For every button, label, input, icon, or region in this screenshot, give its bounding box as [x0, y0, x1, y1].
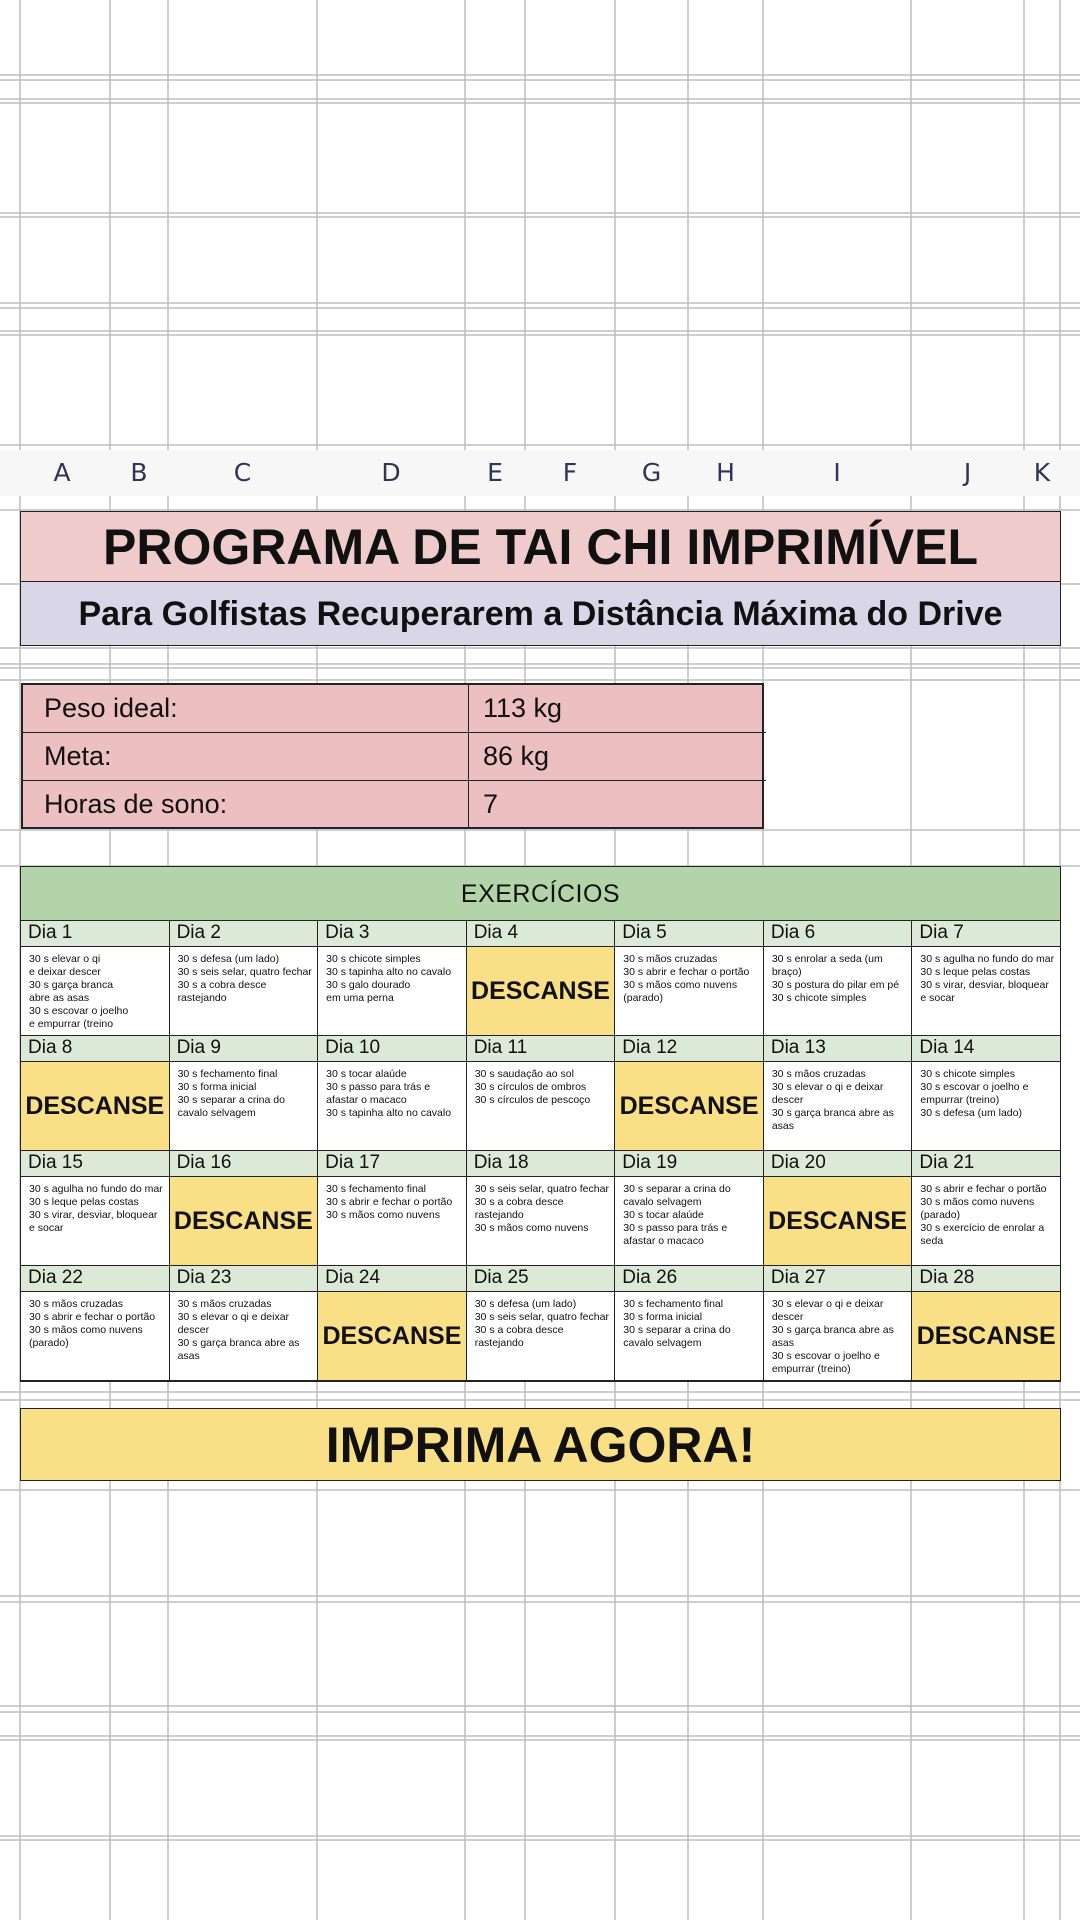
info-label-sleep-hours[interactable]: Horas de sono: — [23, 781, 469, 828]
day-label[interactable]: Dia 25 — [467, 1266, 616, 1292]
day-label[interactable]: Dia 12 — [615, 1036, 764, 1062]
exercise-cell[interactable]: 30 s mãos cruzadas 30 s elevar o qi e deixar descer 30 s garça branca abre as asas — [764, 1062, 913, 1151]
exercise-cell[interactable]: 30 s elevar o qi e deixar descer 30 s garça branca abre as asas 30 s escovar o joelho e empurrar (treino — [21, 947, 170, 1036]
exercises-header: EXERCÍCIOS — [20, 866, 1061, 921]
day-label[interactable]: Dia 1 — [21, 921, 170, 947]
rest-day-cell[interactable]: DESCANSE — [318, 1292, 467, 1381]
day-label[interactable]: Dia 21 — [912, 1151, 1061, 1177]
page-subtitle: Para Golfistas Recuperarem a Distância Máxima do Drive — [20, 582, 1061, 646]
exercise-cell[interactable]: 30 s chicote simples 30 s tapinha alto no cavalo 30 s galo dourado em uma perna — [318, 947, 467, 1036]
day-label[interactable]: Dia 3 — [318, 921, 467, 947]
page-title: PROGRAMA DE TAI CHI IMPRIMÍVEL — [20, 511, 1061, 582]
day-label[interactable]: Dia 19 — [615, 1151, 764, 1177]
day-label[interactable]: Dia 14 — [912, 1036, 1061, 1062]
info-value-goal[interactable]: 86 kg — [469, 733, 766, 781]
column-header-g[interactable]: G — [641, 458, 662, 487]
rest-day-cell[interactable]: DESCANSE — [467, 947, 616, 1036]
exercise-cell[interactable]: 30 s elevar o qi e deixar descer 30 s garça branca abre as asas 30 s escovar o joelho e empurrar (treino) — [764, 1292, 913, 1381]
exercise-cell[interactable]: 30 s enrolar a seda (um braço) 30 s postura do pilar em pé 30 s chicote simples — [764, 947, 913, 1036]
exercise-cell[interactable]: 30 s mãos cruzadas 30 s abrir e fechar o portão 30 s mãos como nuvens (parado) — [615, 947, 764, 1036]
column-header-j[interactable]: J — [963, 458, 972, 487]
exercise-cell[interactable]: 30 s chicote simples 30 s escovar o joelho e empurrar (treino) 30 s defesa (um lado) — [912, 1062, 1061, 1151]
column-header-a[interactable]: A — [53, 458, 71, 487]
column-header-bar — [0, 450, 1080, 496]
column-header-k[interactable]: K — [1033, 458, 1051, 487]
info-value-sleep-hours[interactable]: 7 — [483, 789, 499, 819]
exercise-cell[interactable]: 30 s mãos cruzadas 30 s abrir e fechar o portão 30 s mãos como nuvens (parado) — [21, 1292, 170, 1381]
day-label[interactable]: Dia 20 — [764, 1151, 913, 1177]
info-table — [21, 683, 764, 829]
exercise-cell[interactable]: 30 s saudação ao sol 30 s círculos de ombros 30 s círculos de pescoço — [467, 1062, 616, 1151]
exercise-cell[interactable]: 30 s defesa (um lado) 30 s seis selar, quatro fechar 30 s a cobra desce rastejando — [170, 947, 319, 1036]
exercise-cell[interactable]: 30 s tocar alaúde 30 s passo para trás e afastar o macaco 30 s tapinha alto no cavalo — [318, 1062, 467, 1151]
print-now-banner[interactable]: IMPRIMA AGORA! — [20, 1408, 1061, 1481]
exercise-cell[interactable]: 30 s mãos cruzadas 30 s elevar o qi e deixar descer 30 s garça branca abre as asas — [170, 1292, 319, 1381]
exercise-cell[interactable]: 30 s seis selar, quatro fechar 30 s a cobra desce rastejando 30 s mãos como nuvens — [467, 1177, 616, 1266]
day-label[interactable]: Dia 13 — [764, 1036, 913, 1062]
day-label[interactable]: Dia 28 — [912, 1266, 1061, 1292]
day-label[interactable]: Dia 27 — [764, 1266, 913, 1292]
day-label[interactable]: Dia 2 — [170, 921, 319, 947]
day-label[interactable]: Dia 11 — [467, 1036, 616, 1062]
column-header-d[interactable]: D — [381, 458, 401, 487]
exercise-cell[interactable]: 30 s fechamento final 30 s forma inicial 30 s separar a crina do cavalo selvagem — [615, 1292, 764, 1381]
day-label[interactable]: Dia 8 — [21, 1036, 170, 1062]
exercise-calendar — [20, 921, 1061, 1382]
rest-day-cell[interactable]: DESCANSE — [170, 1177, 319, 1266]
day-label[interactable]: Dia 26 — [615, 1266, 764, 1292]
rest-day-cell[interactable]: DESCANSE — [912, 1292, 1061, 1381]
column-header-h[interactable]: H — [716, 458, 735, 487]
day-label[interactable]: Dia 24 — [318, 1266, 467, 1292]
day-label[interactable]: Dia 5 — [615, 921, 764, 947]
rest-day-cell[interactable]: DESCANSE — [615, 1062, 764, 1151]
exercise-cell[interactable]: 30 s agulha no fundo do mar 30 s leque pelas costas 30 s virar, desviar, bloquear e socar — [912, 947, 1061, 1036]
day-label[interactable]: Dia 6 — [764, 921, 913, 947]
day-label[interactable]: Dia 16 — [170, 1151, 319, 1177]
day-label[interactable]: Dia 22 — [21, 1266, 170, 1292]
column-header-e[interactable]: E — [487, 458, 503, 487]
exercise-cell[interactable]: 30 s abrir e fechar o portão 30 s mãos como nuvens (parado) 30 s exercício de enrolar a seda — [912, 1177, 1061, 1266]
exercise-cell[interactable]: 30 s fechamento final 30 s forma inicial 30 s separar a crina do cavalo selvagem — [170, 1062, 319, 1151]
day-label[interactable]: Dia 17 — [318, 1151, 467, 1177]
day-label[interactable]: Dia 15 — [21, 1151, 170, 1177]
day-label[interactable]: Dia 23 — [170, 1266, 319, 1292]
day-label[interactable]: Dia 18 — [467, 1151, 616, 1177]
column-header-f[interactable]: F — [562, 458, 578, 487]
day-label[interactable]: Dia 7 — [912, 921, 1061, 947]
rest-day-cell[interactable]: DESCANSE — [764, 1177, 913, 1266]
exercise-cell[interactable]: 30 s fechamento final 30 s abrir e fechar o portão 30 s mãos como nuvens — [318, 1177, 467, 1266]
info-value-ideal-weight[interactable]: 113 kg — [469, 685, 766, 733]
column-header-c[interactable]: C — [233, 458, 252, 487]
info-label-ideal-weight[interactable]: Peso ideal: — [23, 685, 469, 733]
day-label[interactable]: Dia 4 — [467, 921, 616, 947]
column-header-b[interactable]: B — [130, 458, 148, 487]
rest-day-cell[interactable]: DESCANSE — [21, 1062, 170, 1151]
column-header-i[interactable]: I — [833, 458, 841, 487]
exercise-cell[interactable]: 30 s separar a crina do cavalo selvagem 30 s tocar alaúde 30 s passo para trás e afastar o macaco — [615, 1177, 764, 1266]
day-label[interactable]: Dia 10 — [318, 1036, 467, 1062]
day-label[interactable]: Dia 9 — [170, 1036, 319, 1062]
exercise-cell[interactable]: 30 s agulha no fundo do mar 30 s leque pelas costas 30 s virar, desviar, bloquear e socar — [21, 1177, 170, 1266]
info-label-goal[interactable]: Meta: — [23, 733, 469, 781]
exercise-cell[interactable]: 30 s defesa (um lado) 30 s seis selar, quatro fechar 30 s a cobra desce rastejando — [467, 1292, 616, 1381]
